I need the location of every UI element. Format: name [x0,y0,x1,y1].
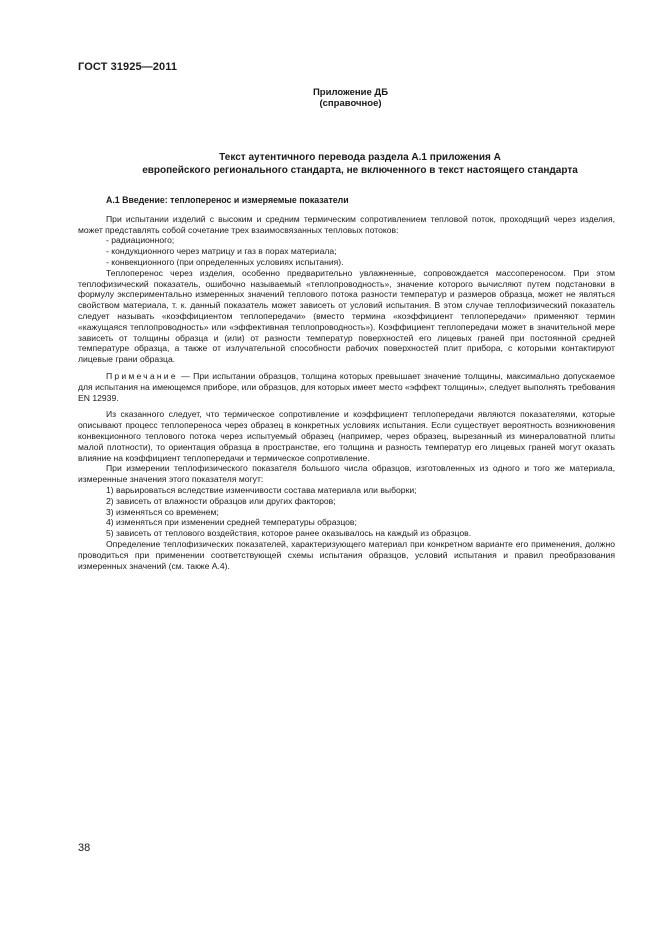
standard-code: ГОСТ 31925—2011 [78,61,178,73]
appendix-type: (справочное) [319,98,382,109]
note [78,371,615,403]
paragraph-1: При испытании изделий с высоким и средним термическим сопротивлением тепловой поток, проходящий через изделия, может представлять собой сочетание трех взаимосвязанных тепловых потоков: [78,213,615,235]
numbered-list-item: 5) зависеть от теплового воздействия, которое ранее оказывалось на каждый из образцов. [106,528,472,539]
numbered-list-item: 2) зависеть от влажности образцов или других факторов; [106,495,336,506]
paragraph-3: Из сказанного следует, что термическое сопротивление и коэффициент теплопередачи являются показателями, которые описывают процесс теплопереноса через образец в конкретных условиях испытания. Если существует вероятность возникновения конвекционного теплового потока через испытуемый образец (например, через образец, вырезанный из минераловатной плиты малой плотности), то ориентация образца в пространстве, его толщина и разность температур его лицевых граней могут оказать влияние на коэффициент теплопередачи и термическое сопротивление. [78,409,615,463]
numbered-list-item: 4) изменяться при изменении средней температуры образцов; [106,517,357,528]
flow-list-item: - радиационного; [106,235,175,246]
numbered-list-item: 3) изменяться со временем; [106,506,219,517]
body-content [78,195,615,571]
flow-list-item: - кондукционного через матрицу и газ в порах материала; [106,246,337,257]
paragraph-2: Теплоперенос через изделия, особенно предварительно увлажненные, сопровождается массопереносом. При этом теплофизический показатель, ошибочно называемый «теплопроводность», значение которого вычисляют путем подстановки в формулу экспериментально измеренных значений теплового потока разности температур и размеров образца, может не являться свойством материала, т. к. данный показатель может зависеть от условий испытания. В этом случае теплофизический показатель следует называть «коэффициентом теплопередачи» (вместо термина «коэффициент теплопередачи» применяют термин «кажущаяся теплопроводность» или «эффективная теплопроводность»). Коэффициент теплопередачи может в значительной мере зависеть от толщины образца и (или) от разности температур поверхностей его лицевых граней при постоянной средней температуре образца, а также от излучательной способности рабочих поверхностей плит прибора, с которыми контактируют лицевые грани образца. [78,267,615,365]
appendix-label: Приложение ДБ [312,87,389,98]
flow-list-item: - конвекционного (при определенных условиях испытания). [106,256,344,267]
note-label: Примечание [106,370,178,381]
main-title-line1: Текст аутентичного перевода раздела А.1 приложения А [219,152,501,163]
numbered-list-item: 1) варьироваться вследствие изменчивости состава материала или выборки; [106,484,417,495]
main-title-line2: европейского регионального стандарта, не включенного в текст настоящего стандарта [142,165,578,176]
appendix-block [0,87,661,109]
main-title [60,151,660,177]
section-heading: А.1 Введение: теплоперенос и измеряемые показатели [106,195,349,205]
page-number: 38 [78,842,91,854]
paragraph-4: При измерении теплофизического показателя большого числа образцов, изготовленных из одного и того же материала, измеренные значения этого показателя могут: [78,463,615,485]
note-text: — При испытании образцов, толщина которых превышает значение толщины, максимально допускаемое для испытания на имеющемся приборе, или образцов, для которых имеет место «эффект толщины», следует выполнять требования EN 12939. [78,370,615,403]
paragraph-5: Определение теплофизических показателей, характеризующего материал при конкретном варианте его применения, должно проводиться при применении соответствующей схемы испытания образцов, условий испытания и правил преобразования измеренных значений (см. также А.4). [78,538,615,571]
